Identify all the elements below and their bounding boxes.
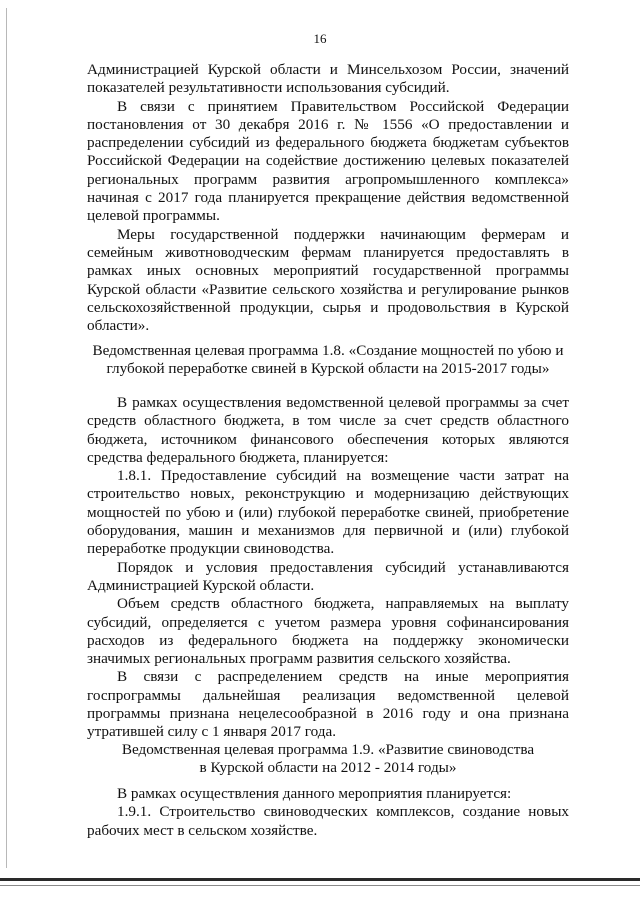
text-block-2 bbox=[87, 394, 569, 742]
paragraph-termination: В связи с распределением средств на иные мероприятия госпрограммы дальнейшая реализация ведомственной целевой программы признана нецелесообразной в 2016 году и она признана утратившей силу с 1 января 2017 года. bbox=[87, 668, 569, 741]
scan-bottom-edge-thin-line bbox=[0, 885, 640, 886]
section-heading-1-8-line1: Ведомственная целевая программа 1.8. «Создание мощностей по убою и bbox=[92, 342, 564, 359]
paragraph-resolution-1556: В связи с принятием Правительством Российской Федерации постановления от 30 декабря 2016 г. № 1556 «О предоставлении и распределении субсидий из федерального бюджета бюджетам субъектов Российской Федерации на содействие достижению целевых показателей региональных программ развития агропромышленного комплекса» начиная с 2017 года планируется прекращение действия ведомственной целевой программы. bbox=[87, 97, 569, 225]
page-number: 16 bbox=[313, 31, 327, 46]
text-block-3 bbox=[87, 785, 569, 840]
paragraph-procedure: Порядок и условия предоставления субсидий устанавливаются Администрацией Курской области. bbox=[87, 558, 569, 594]
section-heading-1-9 bbox=[87, 741, 569, 778]
scan-left-edge-line bbox=[6, 8, 7, 868]
scan-bottom-edge-line bbox=[0, 878, 640, 881]
paragraph-budget-volume: Объем средств областного бюджета, направляемых на выплату субсидий, определяется с учетом размера уровня софинансирования расходов из федерального бюджета на поддержку экономически значимых региональных программ развития сельского хозяйства. bbox=[87, 595, 569, 668]
paragraph-continuation: Администрацией Курской области и Минсельхозом России, значений показателей результативности использования субсидий. bbox=[87, 61, 569, 97]
section-heading-1-9-line2: в Курской области на 2012 - 2014 годы» bbox=[199, 759, 457, 777]
paragraph-support-measures: Меры государственной поддержки начинающим фермерам и семейным животноводческим фермам планируется предоставлять в рамках иных основных мероприятий государственной программы Курской области «Развитие сельского хозяйства и регулирование рынков сельскохозяйственной продукции, сырья и продовольствия в Курской области». bbox=[87, 225, 569, 335]
section-heading-1-9-line1: Ведомственная целевая программа 1.9. «Развитие свиноводства bbox=[121, 741, 535, 758]
section-heading-1-8-line2: глубокой переработке свиней в Курской области на 2015-2017 годы» bbox=[106, 360, 550, 378]
section-heading-1-8 bbox=[87, 342, 569, 379]
paragraph-item-1-9-1: 1.9.1. Строительство свиноводческих комплексов, создание новых рабочих мест в сельском хозяйстве. bbox=[87, 803, 569, 839]
paragraph-planned-activities: В рамках осуществления данного мероприятия планируется: bbox=[117, 785, 512, 802]
text-block-1 bbox=[87, 61, 569, 335]
paragraph-program-funding: В рамках осуществления ведомственной целевой программы за счет средств областного бюджета, в том числе за счет средств областного бюджета, источником финансового обеспечения которых являются средства федерального бюджета, планируется: bbox=[87, 394, 569, 466]
paragraph-item-1-8-1: 1.8.1. Предоставление субсидий на возмещение части затрат на строительство новых, реконструкцию и модернизацию действующих мощностей по убою и (или) глубокой переработке свиней, приобретение оборудования, машин и механизмов для первичной и (или) глубокой переработке продукции свиноводства. bbox=[87, 467, 569, 558]
